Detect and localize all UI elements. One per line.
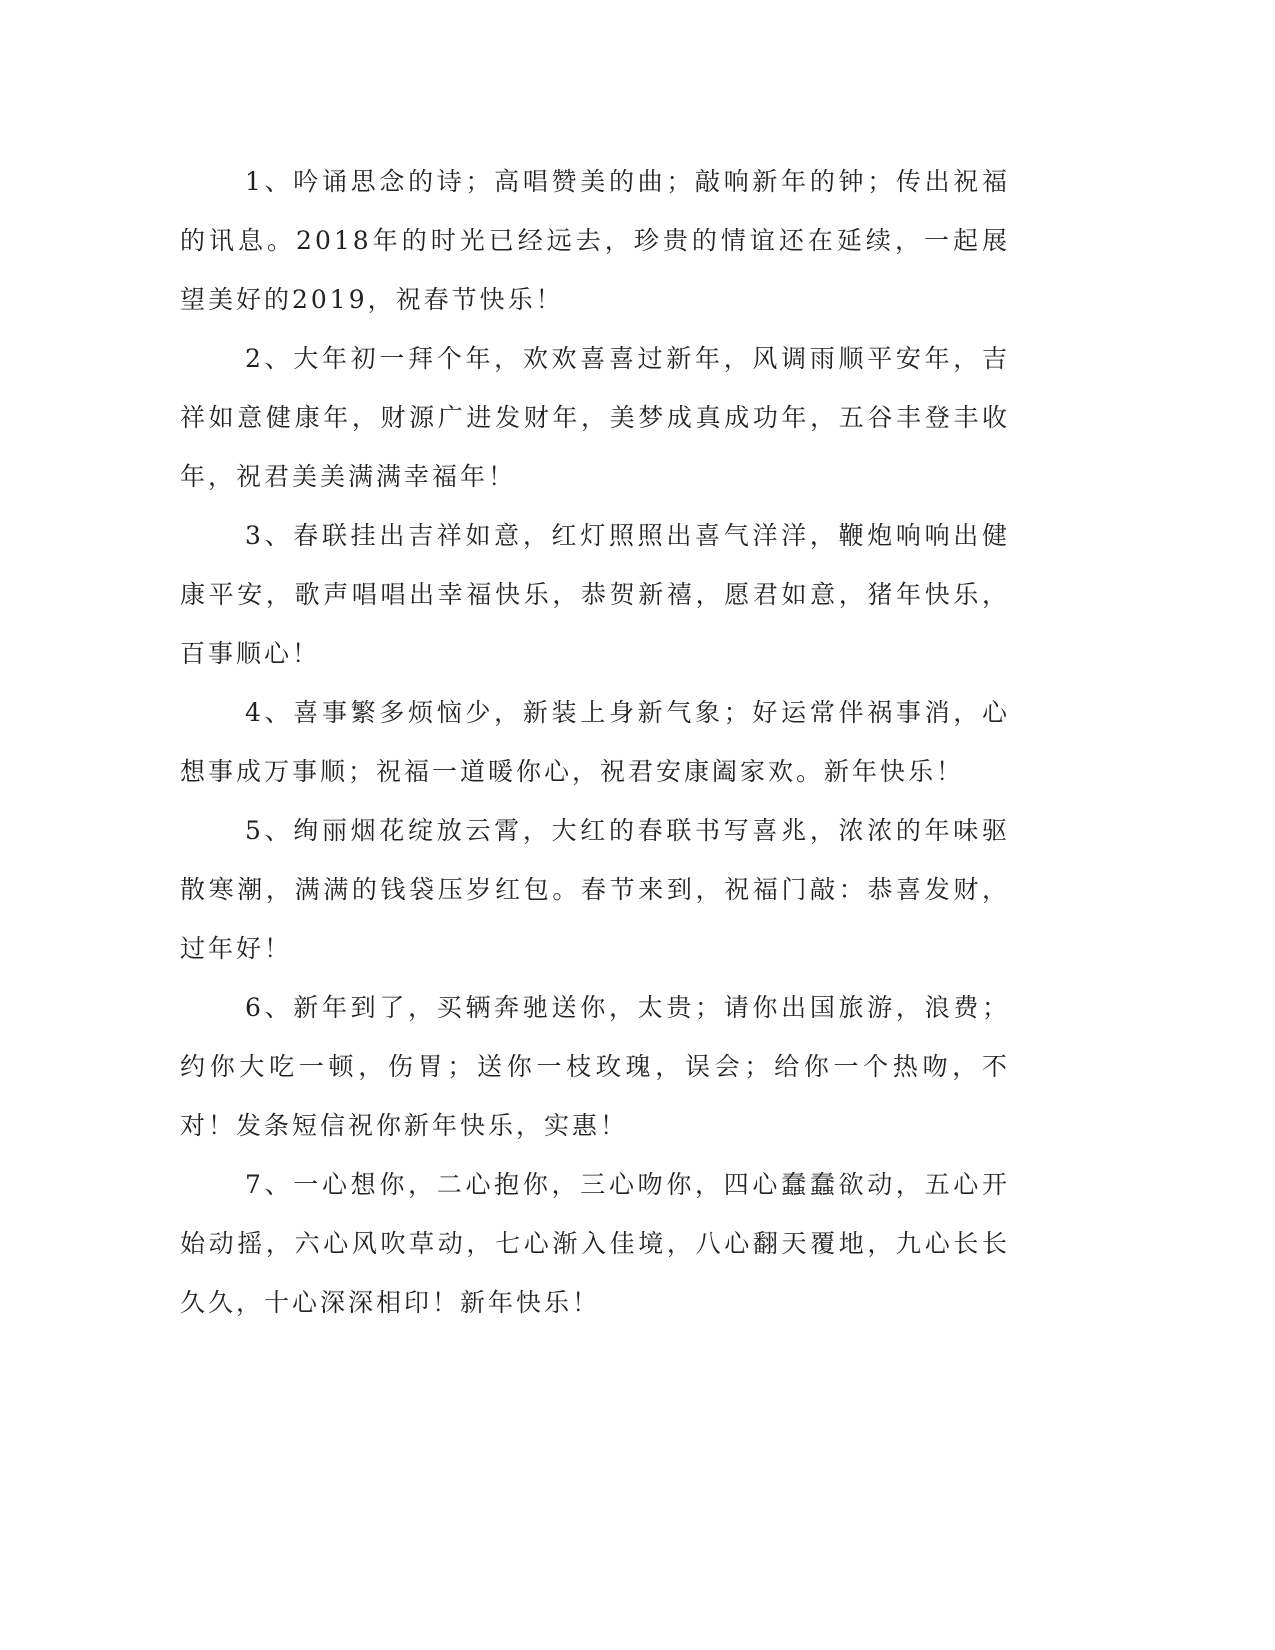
paragraph-1: 1、吟诵思念的诗；高唱赞美的曲；敲响新年的钟；传出祝福的讯息。2018年的时光已经远去，珍贵的情谊还在延续，一起展望美好的2019，祝春节快乐！ xyxy=(180,167,1010,314)
paragraph-6: 6、新年到了，买辆奔驰送你，太贵；请你出国旅游，浪费；约你大吃一顿，伤胃；送你一枝玫瑰，误会；给你一个热吻，不对！发条短信祝你新年快乐，实惠！ xyxy=(180,993,1010,1140)
paragraph-7: 7、一心想你，二心抱你，三心吻你，四心蠢蠢欲动，五心开始动摇，六心风吹草动，七心渐入佳境，八心翻天覆地，九心长长久久，十心深深相印！新年快乐！ xyxy=(180,1170,1010,1317)
document-body xyxy=(180,152,1010,1332)
paragraph-2: 2、大年初一拜个年，欢欢喜喜过新年，风调雨顺平安年，吉祥如意健康年，财源广进发财年，美梦成真成功年，五谷丰登丰收年，祝君美美满满幸福年！ xyxy=(180,344,1010,491)
paragraph-3: 3、春联挂出吉祥如意，红灯照照出喜气洋洋，鞭炮响响出健康平安，歌声唱唱出幸福快乐，恭贺新禧，愿君如意，猪年快乐，百事顺心！ xyxy=(180,521,1010,668)
paragraph-4: 4、喜事繁多烦恼少，新装上身新气象；好运常伴祸事消，心想事成万事顺；祝福一道暖你心，祝君安康阖家欢。新年快乐！ xyxy=(180,698,1010,786)
paragraph-5: 5、绚丽烟花绽放云霄，大红的春联书写喜兆，浓浓的年味驱散寒潮，满满的钱袋压岁红包。春节来到，祝福门敲：恭喜发财，过年好！ xyxy=(180,816,1010,963)
